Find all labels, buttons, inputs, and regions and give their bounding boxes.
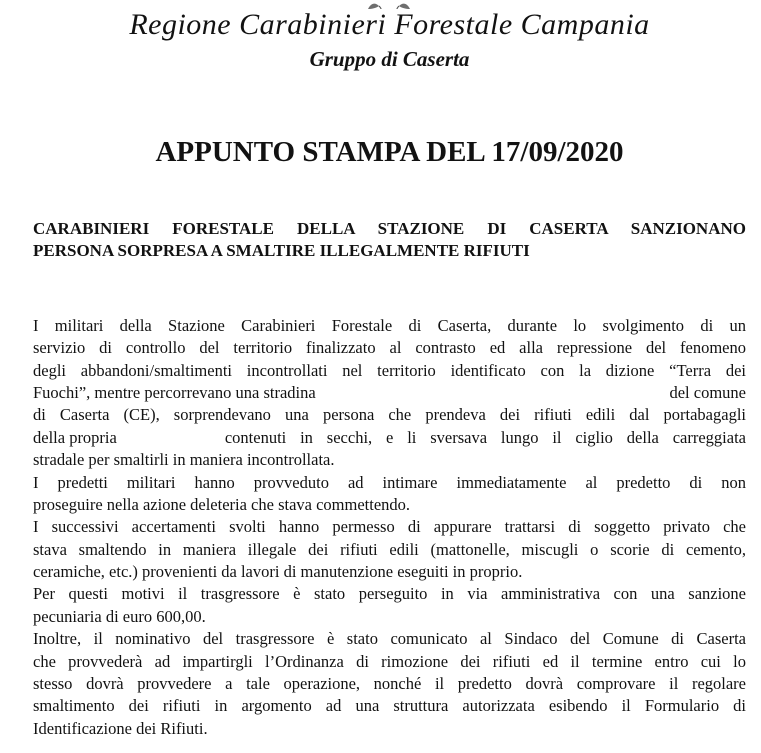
- text-line: ceramiche, etc.) provenienti da lavori di manutenzione eseguiti in proprio.: [33, 562, 523, 582]
- text-line: pecuniaria di euro 600,00.: [33, 606, 206, 626]
- text-line: PERSONA SORPRESA A SMALTIRE ILLEGALMENTE RIFIUTI: [33, 241, 530, 261]
- text-line: Per questi motivi il trasgressore è stato perseguito in via amministrativa con una sanzione: [33, 584, 746, 604]
- text-line: proseguire nella azione deleteria che stava commettendo.: [33, 494, 411, 514]
- press-body: [33, 315, 746, 740]
- text-line: I successivi accertamenti svolti hanno permesso di appurare trattarsi di soggetto privato che: [33, 517, 746, 537]
- text-line: servizio di controllo del territorio finalizzato al contrasto ed alla repressione del fenomeno: [33, 338, 746, 358]
- text-line: che provvederà ad impartirgli l’Ordinanza di rimozione dei rifiuti ed il termine entro cui lo: [33, 651, 746, 671]
- text-line: stava smaltendo in maniera illegale dei rifiuti edili (mattonelle, miscugli o scorie di cemento,: [33, 539, 746, 559]
- text-line: Inoltre, il nominativo del trasgressore è stato comunicato al Sindaco del Comune di Caserta: [33, 629, 746, 649]
- press-subheading: [33, 218, 746, 263]
- text-line: stesso dovrà provvedere a tale operazione, nonché il predetto dovrà comprovare il regolare: [33, 674, 746, 694]
- text-line: Identificazione dei Rifiuti.: [33, 718, 208, 738]
- text-segment-after-redaction: contenuti in secchi, e li sversava lungo il ciglio della carreggiata: [224, 427, 746, 447]
- text-segment: Fuochi”, mentre percorrevano una stradina: [33, 382, 316, 402]
- emblem-fragment-icon: [366, 0, 412, 8]
- text-segment: della propria: [33, 427, 117, 447]
- document-title: APPUNTO STAMPA DEL 17/09/2020: [155, 136, 624, 168]
- text-segment: del comune: [669, 382, 746, 402]
- text-line: [33, 427, 746, 449]
- text-line: [33, 382, 746, 404]
- text-line: stradale per smaltirli in maniera incontrollata.: [33, 450, 335, 470]
- text-line: degli abbandoni/smaltimenti incontrollati nel territorio identificato con la dizione “Terra dei: [33, 360, 746, 380]
- text-line: I militari della Stazione Carabinieri Forestale di Caserta, durante lo svolgimento di un: [33, 315, 746, 335]
- text-line: CARABINIERI FORESTALE DELLA STAZIONE DI CASERTA SANZIONANO: [33, 219, 746, 238]
- text-line: di Caserta (CE), sorprendevano una persona che prendeva dei rifiuti edili dal portabagagli: [33, 405, 746, 425]
- text-line: smaltimento dei rifiuti in argomento ad una struttura autorizzata esibendo il Formulario di: [33, 696, 746, 716]
- text-line: I predetti militari hanno provveduto ad intimare immediatamente al predetto di non: [33, 472, 746, 492]
- organization-subtitle: Gruppo di Caserta: [309, 47, 470, 71]
- organization-title: Regione Carabinieri Forestale Campania: [129, 8, 650, 41]
